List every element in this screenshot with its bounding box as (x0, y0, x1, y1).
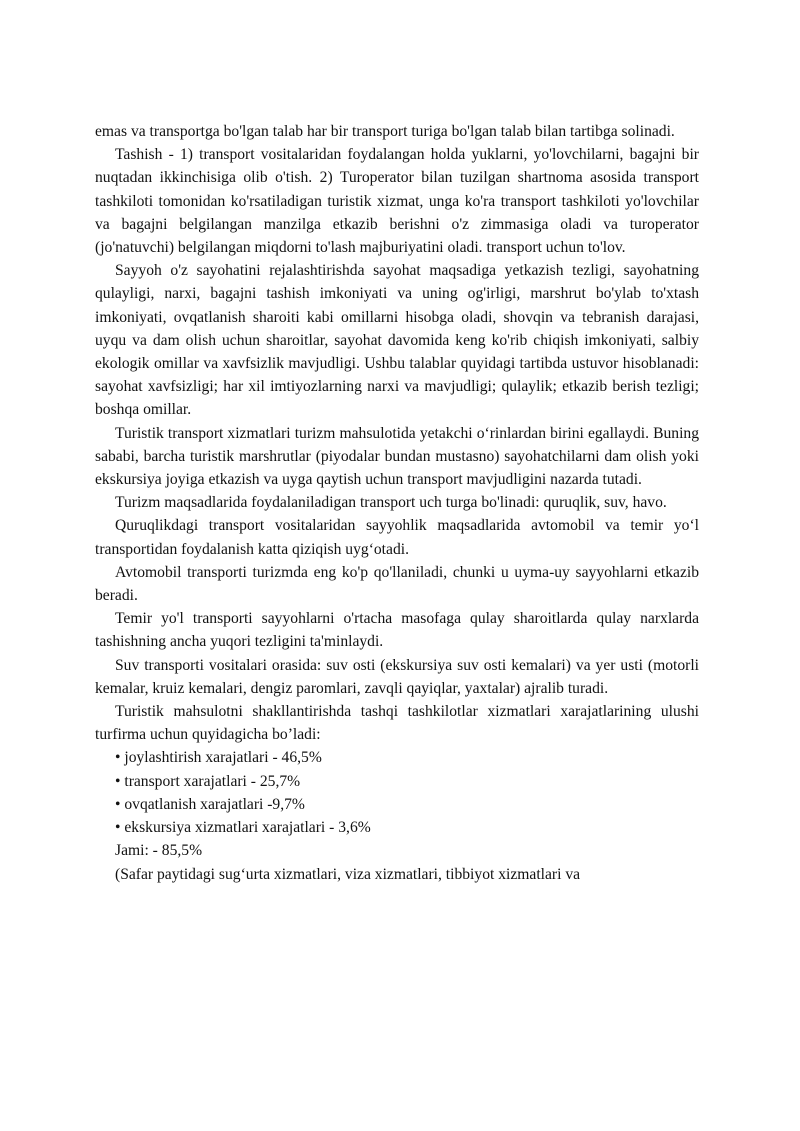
document-page (95, 120, 699, 886)
paragraph-water-transport: Suv transporti vositalari orasida: suv osti (ekskursiya suv osti kemalari) va yer usti (motorli kemalar, kruiz kemalari, dengiz paromlari, zavqli qayiqlar, yaxtalar) ajralib turadi. (95, 656, 699, 697)
paragraph-railway: Temir yo'l transporti sayyohlarni o'rtacha masofaga qulay sharoitlarda qulay narxlarda tashishning ancha yuqori tezligini ta'minlaydi. (95, 610, 699, 651)
paragraph-ground-transport: Quruqlikdagi transport vositalaridan sayyohlik maqsadlarida avtomobil va temir yo‘l transportidan foydalanish katta qiziqish uyg‘otadi. (95, 517, 699, 558)
list-item: • ekskursiya xizmatlari xarajatlari - 3,6% (115, 819, 371, 837)
list-total: Jami: - 85,5% (115, 842, 203, 860)
paragraph-sayyoh: Sayyoh o'z sayohatini rejalashtirishda sayohat maqsadiga yetkazish tezligi, sayohatning qulayligi, narxi, bagajni tashish imkoniyati va uning og'irligi, marshrut bo'ylab to'xtash imkoniyati, ovqatlanish sharoiti kabi omillarni hisobga oladi, shovqin va tebranish darajasi, uyqu va dam olish uchun sharoitlar, sayohat davomida keng ko'rib chiqish imkoniyati, salbiy ekologik omillar va xavfsizlik mavjudligi. Ushbu talablar quyidagi tartibda ustuvor hisoblanadi: sayohat xavfsizligi; har xil imtiyozlarning narxi va mavjudligi; qulaylik; etkazib berish tezligi; boshqa omillar. (95, 262, 699, 419)
paragraph-cost-share: Turistik mahsulotni shakllantirishda tashqi tashkilotlar xizmatlari xarajatlarining ulushi turfirma uchun quyidagicha bo’ladi: (95, 703, 699, 744)
list-item: • joylashtirish xarajatlari - 46,5% (115, 749, 322, 767)
paragraph-transport-types: Turizm maqsadlarida foydalaniladigan transport uch turga bo'linadi: quruqlik, suv, havo. (115, 494, 667, 512)
paragraph-automobile: Avtomobil transporti turizmda eng ko'p qo'llaniladi, chunki u uyma-uy sayyohlarni etkazib beradi. (95, 563, 699, 605)
paragraph-final: (Safar paytidagi sug‘urta xizmatlari, viza xizmatlari, tibbiyot xizmatlari va (115, 865, 581, 883)
list-item: • transport xarajatlari - 25,7% (115, 772, 301, 790)
paragraph-continuation: emas va transportga bo'lgan talab har bir transport turiga bo'lgan talab bilan tartibga solinadi. (95, 123, 675, 140)
list-item: • ovqatlanish xarajatlari -9,7% (115, 795, 305, 813)
paragraph-turistik-transport: Turistik transport xizmatlari turizm mahsulotida yetakchi o‘rinlardan birini egallaydi. Buning sababi, barcha turistik marshrutlar (piyodalar bundan mustasno) sayohatchilarni dam olish yoki ekskursiya joyiga etkazish va uyga qaytish uchun transport mavjudligini nazarda tutadi. (95, 424, 699, 489)
paragraph-tashish: Tashish - 1) transport vositalaridan foydalangan holda yuklarni, yo'lovchilarni, bagajni bir nuqtadan ikkinchisiga olib o'tish. 2) Turoperator bilan tuzilgan shartnoma asosida transport tashkiloti tomonidan ko'rsatiladigan turistik xizmat, unga ko'ra transport tashkiloti yo'lovchilar va bagajni belgilangan manzilga etkazib berishni o'z zimmasiga oladi va turoperator (jo'natuvchi) belgilangan miqdorni to'lash majburiyatini oladi. transport uchun to'lov. (95, 146, 699, 257)
